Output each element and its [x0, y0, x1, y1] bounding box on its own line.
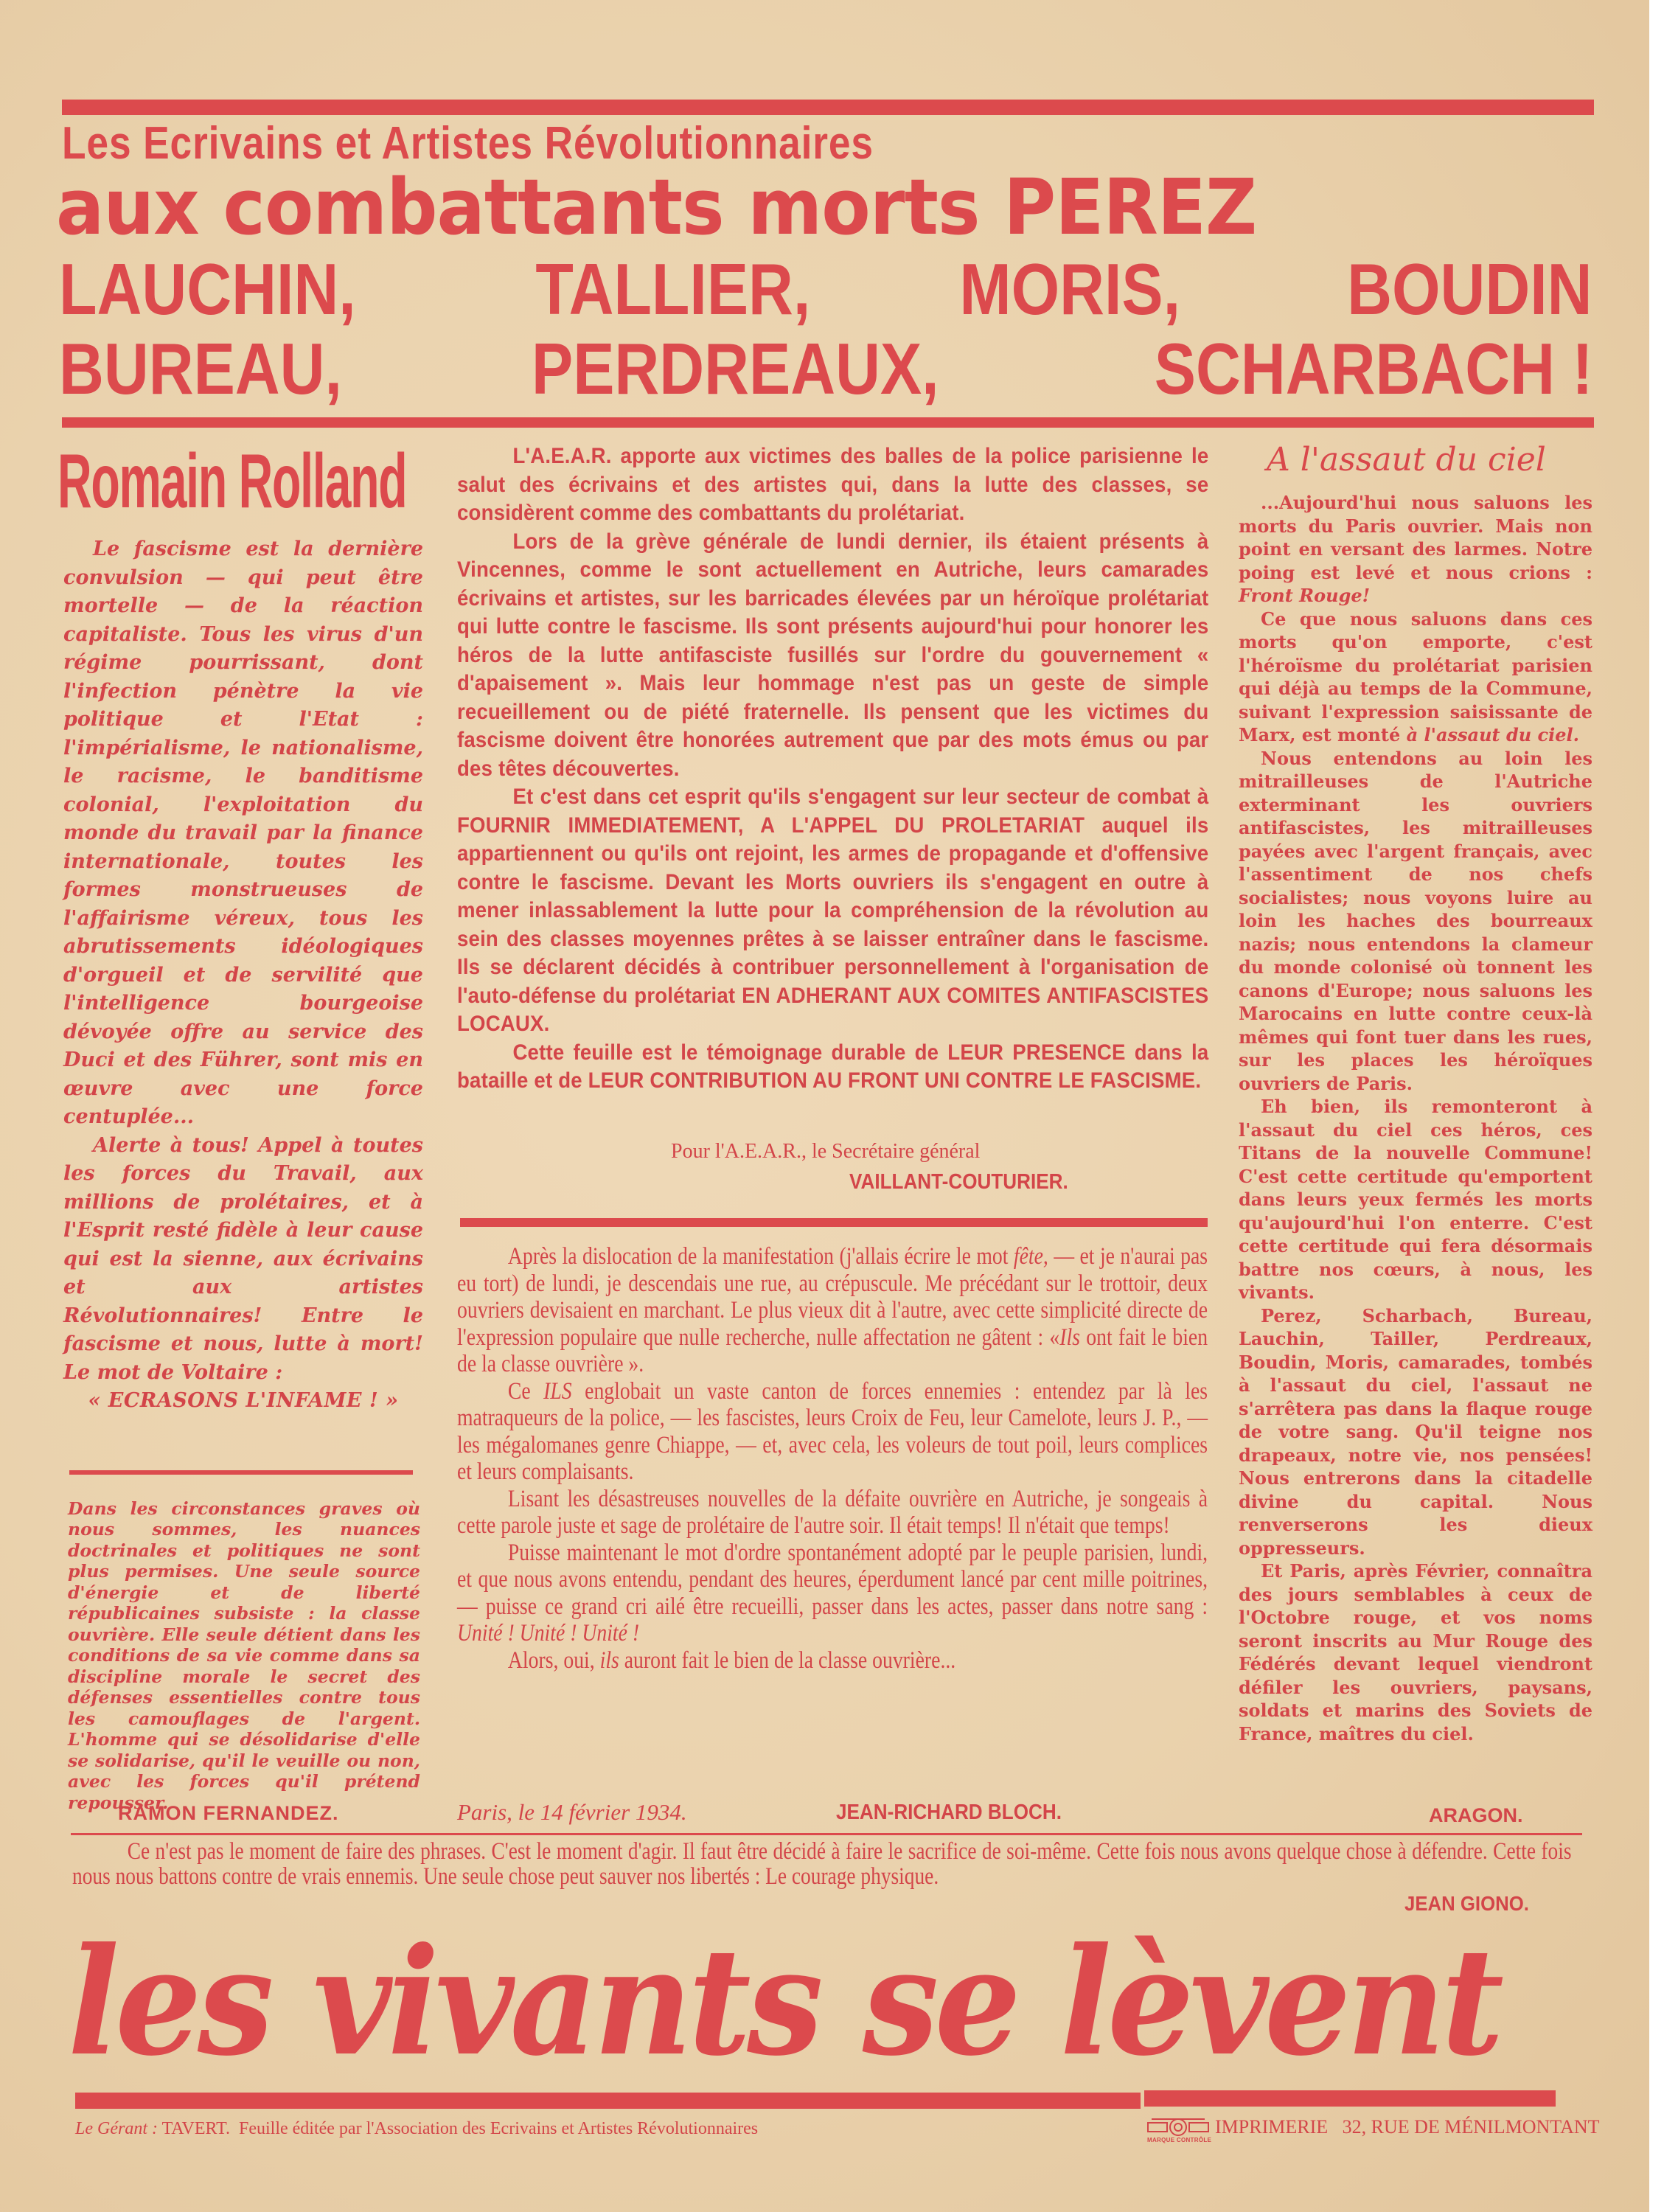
aragon-p2-a: Ce que nous saluons dans ces morts qu'on emporte, c'est l'héroïsme du prolétariat parisien qui déjà au temps de la Commune, suivant l'expression saisissante de Marx, est monté [1239, 608, 1592, 745]
aear-p4-c: dans la bataille et de [457, 1040, 1209, 1093]
aear-p4-a: Cette feuille est le témoignage durable de [512, 1040, 948, 1065]
aear-paragraph [457, 783, 1208, 1039]
aragon-title: A l'assaut du ciel [1267, 441, 1546, 479]
footer-address: 32, RUE DE MÉNILMONTANT [1342, 2116, 1600, 2138]
aear-paragraph: Lors de la grève générale de lundi dernier, ils étaient présents à Vincennes, comme le sont actuellement en Autriche, leurs camarades écrivains et artistes, sur les barricades élevées par un héroïque prolétariat qui lutte contre le fascisme. Ils sont présents aujourd'hui pour honorer les héros de la lutte antifasciste fusillés sur l'ordre du gouvernement « d'apaisement ». Mais leur hommage n'est pas un geste de simple recueillement ou de piété fraternelle. Ils pensent que les victimes du fascisme doivent être honorées autrement que par des mots émus ou par des têtes découvertes. [457, 529, 1209, 781]
aragon-paragraph [1239, 491, 1592, 608]
aear-text [457, 442, 1208, 1096]
bloch-p4-italic: Unité ! Unité ! Unité ! [457, 1620, 640, 1646]
giono-top-rule [71, 1833, 1582, 1835]
name-tallier: TALLIER, [535, 248, 811, 330]
header-names-row-2 [59, 330, 1592, 407]
bloch-p1-italic-2: Ils [1059, 1324, 1081, 1351]
footer-gerant: TAVERT. [161, 2119, 230, 2138]
aragon-p2-italic: à l'assaut du ciel. [1406, 724, 1580, 745]
footer-gerant-label: Le Gérant : [75, 2119, 158, 2138]
aear-p4-emphasis-1: LEUR PRESENCE [947, 1040, 1126, 1065]
aragon-paragraph: Perez, Scharbach, Bureau, Lauchin, Tailler, Perdreaux, Boudin, Moris, camarades, tombés à l'assaut du ciel, l'assaut ne s'arrêtera pas dans la flaque rouge de votre sang. Qu'il teigne nos drapeaux, notre vie, nos pensées! Nous entrerons dans la citadelle divine du capital. Nous renverserons les dieux oppresseurs. [1239, 1304, 1592, 1559]
name-perdreaux: PERDREAUX, [532, 328, 939, 409]
bloch-p1-a: Après la dislocation de la manifestation (j'allais écrire le mot [507, 1243, 1014, 1270]
bloch-paragraph [457, 1540, 1208, 1647]
bloch-p2-a: Ce [507, 1377, 544, 1405]
bloch-p1-b: — et je n'aurai pas eu tort) de lundi, je descendais une rue, au crépuscule. Me précédant sur le trottoir, deux ouvriers devisaient en marchant. Le plus vieux dit à l'autre, avec cette simplicité directe de l'expression populaire que nulle recherche, nulle affectation ne gâtent : « [457, 1243, 1208, 1351]
bloch-p1-c: ont fait le bien de la classe ouvrière ». [457, 1324, 1208, 1377]
rolland-paragraph: Alerte à tous! Appel à toutes les forces du Travail, aux millions de prolétaires, et à l'Esprit resté fidèle à leur cause qui est la sienne, aux écrivains et aux artistes Révolutionnaires! Entre le fascisme et nous, lutte à mort! Le mot de Voltaire : [63, 1133, 423, 1384]
name-boudin: BOUDIN [1347, 248, 1592, 330]
bloch-p5-a: Alors, oui, [507, 1646, 600, 1674]
aear-p3-a: Et c'est dans cet esprit qu'ils s'engagent sur leur secteur de combat à [512, 785, 1209, 809]
rolland-title: Romain Rolland [58, 439, 407, 524]
footer-left [75, 2118, 758, 2140]
masthead-title: les vivants se lèvent [68, 1916, 1500, 2089]
giono-signature: JEAN GIONO. [1404, 1892, 1529, 1915]
fernandez-text [68, 1481, 420, 1831]
aear-signature: VAILLANT-COUTURIER. [849, 1170, 1068, 1194]
bloch-p2-b: englobait un vaste canton de forces ennemies : entendez par là les matraqueurs de la police, — les fascistes, leurs Croix de Feu, leur Camelote, leurs J. P., — les mégalomanes genre Chiappe, — et, avec cela, les voleurs de tout poil, leurs complices et leurs complaisants. [457, 1377, 1208, 1485]
rolland-quote: « ECRASONS L'INFAME ! » [88, 1389, 399, 1412]
name-moris: MORIS, [959, 248, 1181, 330]
bloch-p2-italic: ILS [543, 1377, 572, 1405]
bloch-p5-b: auront fait le bien de la classe ouvrière... [619, 1646, 956, 1674]
aragon-signature: ARAGON. [1429, 1804, 1523, 1826]
aear-p1: apporte aux victimes des balles de la police parisienne le salut des écrivains et des artistes qui, dans la lutte des classes, se considèrent comme des combattants du prolétariat. [457, 444, 1209, 525]
header-headline: aux combattants morts PEREZ [56, 162, 1257, 252]
aear-sign-line: Pour l'A.E.A.R., le Secrétaire général [671, 1140, 981, 1163]
aear-p3-emphasis-1: FOURNIR IMMEDIATEMENT, A L'APPEL DU PROLETARIAT [457, 813, 1085, 838]
printer-mark-text: MARQUE CONTRÔLE [1147, 2137, 1212, 2143]
aragon-paragraph: Eh bien, ils remonteront à l'assaut du ciel ces héros, ces Titans de la nouvelle Commune! C'est cette certitude qu'emportent dans leurs yeux fermés les morts qu'aujourd'hui l'on enterre. C'est cette certitude qui fera désormais battre nos cœurs, à nous, les vivants. [1239, 1096, 1592, 1303]
masthead-rule-left [75, 2093, 1141, 2109]
bloch-paragraph [457, 1647, 1208, 1674]
top-rule [62, 100, 1594, 115]
masthead-rule-right [1144, 2090, 1556, 2107]
aear-p3-c: auquel ils appartiennent ou qu'ils ont rejoint, les armes de propagande et d'offensive contre le fascisme. Devant les Morts ouvriers ils s'engagent en outre à mener inlassablement la lutte pour la compréhension de la révolution au sein des classes moyennes prêtes à se laisser entraîner dans le fascisme. Ils se déclarent décidés à contribuer personnellement à l'organisation de l'auto-défense du prolétariat [457, 813, 1209, 1008]
bloch-p5-italic: ils [599, 1646, 619, 1674]
aragon-paragraph: Et Paris, après Février, connaîtra des jours semblables à ceux de l'Octobre rouge, et vos noms seront inscrits au Mur Rouge des Fédérés devant lequel viendront défiler les ouvriers, paysans, soldats et marins des Soviets de France, maîtres du ciel. [1239, 1560, 1592, 1745]
printer-mark-logo [1147, 2118, 1212, 2146]
bloch-text [457, 1243, 1208, 1674]
rolland-text [63, 535, 423, 1416]
bloch-paragraph [457, 1243, 1208, 1378]
bloch-p1-italic: fête, [1013, 1243, 1048, 1270]
bloch-signature: JEAN-RICHARD BLOCH. [836, 1801, 1062, 1824]
aear-p3-emphasis-2: EN ADHERANT AUX COMITES ANTIFASCISTES LOCAUX. [457, 983, 1209, 1036]
header-bottom-rule [62, 417, 1594, 428]
bloch-paragraph: Lisant les désastreuses nouvelles de la défaite ouvrière en Autriche, je songeais à cette parole juste et sage de prolétaire de l'autre soir. Il était temps! Il n'était que temps! [457, 1485, 1208, 1539]
aear-paragraph [457, 442, 1208, 528]
giono-text: Ce n'est pas le moment de faire des phrases. C'est le moment d'agir. Il faut être décidé à faire le sacrifice de soi-même. Cette fois nous avons quelque chose à défendre. Cette fois nous nous battons contre de vrais ennemis. Une seule chose peut sauver nos libertés : Le courage physique. [72, 1838, 1572, 1890]
aragon-p1: ...Aujourd'hui nous saluons les morts du Paris ouvrier. Mais non point en versant des larmes. Notre poing est levé et nous crions : [1239, 492, 1592, 583]
footer-edited-by: Feuille éditée par l'Association des Ecrivains et Artistes Révolutionnaires [238, 2119, 759, 2138]
rolland-fernandez-rule [69, 1470, 413, 1475]
aear-paragraph [457, 1039, 1208, 1096]
footer-right [1215, 2116, 1600, 2138]
name-scharbach: SCHARBACH ! [1154, 328, 1592, 409]
aragon-paragraph: Nous entendons au loin les mitrailleuses de l'Autriche exterminant les ouvriers antifascistes, les mitrailleuses payées avec l'argent français, avec l'assentiment de nos chefs socialistes; nous voyons luire au loin les haches des bourreaux nazis; nous entendons la clameur du monde colonisé où tonnent les canons d'Europe; nous saluons les Marocains en lutte contre ceux-là mêmes qui font tuer dans les rues, sur les places les héroïques ouvriers de Paris. [1239, 747, 1592, 1094]
bloch-paragraph [457, 1378, 1208, 1486]
fernandez-paragraph: Dans les circonstances graves où nous sommes, les nuances doctrinales et politiques ne sont plus permises. Une seule source d'énergie et de liberté républicaines subsiste : la classe ouvrière. Elle seule détient dans les conditions de sa vie comme dans sa discipline morale le secret des défenses essentielles contre tous les camouflages de l'argent. L'homme qui se désolidarise d'elle se solidarise, qu'il le veuille ou non, avec les forces qu'il prétend repousser. [68, 1498, 420, 1813]
aragon-text [1239, 491, 1592, 1745]
name-bureau: BUREAU, [59, 328, 342, 409]
aear-lead: L'A.E.A.R. [512, 444, 612, 468]
bloch-p4-a: Puisse maintenant le mot d'ordre spontanément adopté par le peuple parisien, lundi, et que nous avons entendu, pendant des heures, éperdument lancé par cent mille poitrines, — puisse ce grand cri ailé être recueilli, passer dans les actes, passer dans notre sang : [457, 1539, 1208, 1620]
fernandez-signature: RAMON FERNANDEZ. [118, 1802, 339, 1824]
aear-bloch-rule [460, 1218, 1208, 1227]
aragon-p1-italic: Front Rouge! [1239, 585, 1371, 606]
name-lauchin: LAUCHIN, [59, 248, 356, 330]
footer-printer: IMPRIMERIE [1215, 2116, 1329, 2138]
aear-p4-emphasis-2: LEUR CONTRIBUTION AU FRONT UNI CONTRE LE FASCISME. [588, 1068, 1202, 1093]
bloch-dateline: Paris, le 14 février 1934. [457, 1799, 687, 1825]
printer-mark-icon [1147, 2118, 1209, 2137]
aragon-paragraph [1239, 608, 1592, 747]
header-subtitle: Les Ecrivains et Artistes Révolutionnaires [62, 118, 874, 169]
header-names-row-1 [59, 248, 1592, 330]
rolland-paragraph: Le fascisme est la dernière convulsion — qui peut être mortelle — de la réaction capitaliste. Tous les virus d'un régime pourrissant, dont l'infection pénètre la vie politique et l'Etat : l'impérialisme, le nationalisme, le racisme, le banditisme colonial, l'exploitation du monde du travail par la finance internationale, toutes les formes monstrueuses de l'affairisme véreux, tous les abrutissements idéologiques d'orgueil et de servilité que l'intelligence bourgeoise dévoyée offre au service des Duci et des Führer, sont mis en œuvre avec une force centuplée... [63, 538, 423, 1128]
